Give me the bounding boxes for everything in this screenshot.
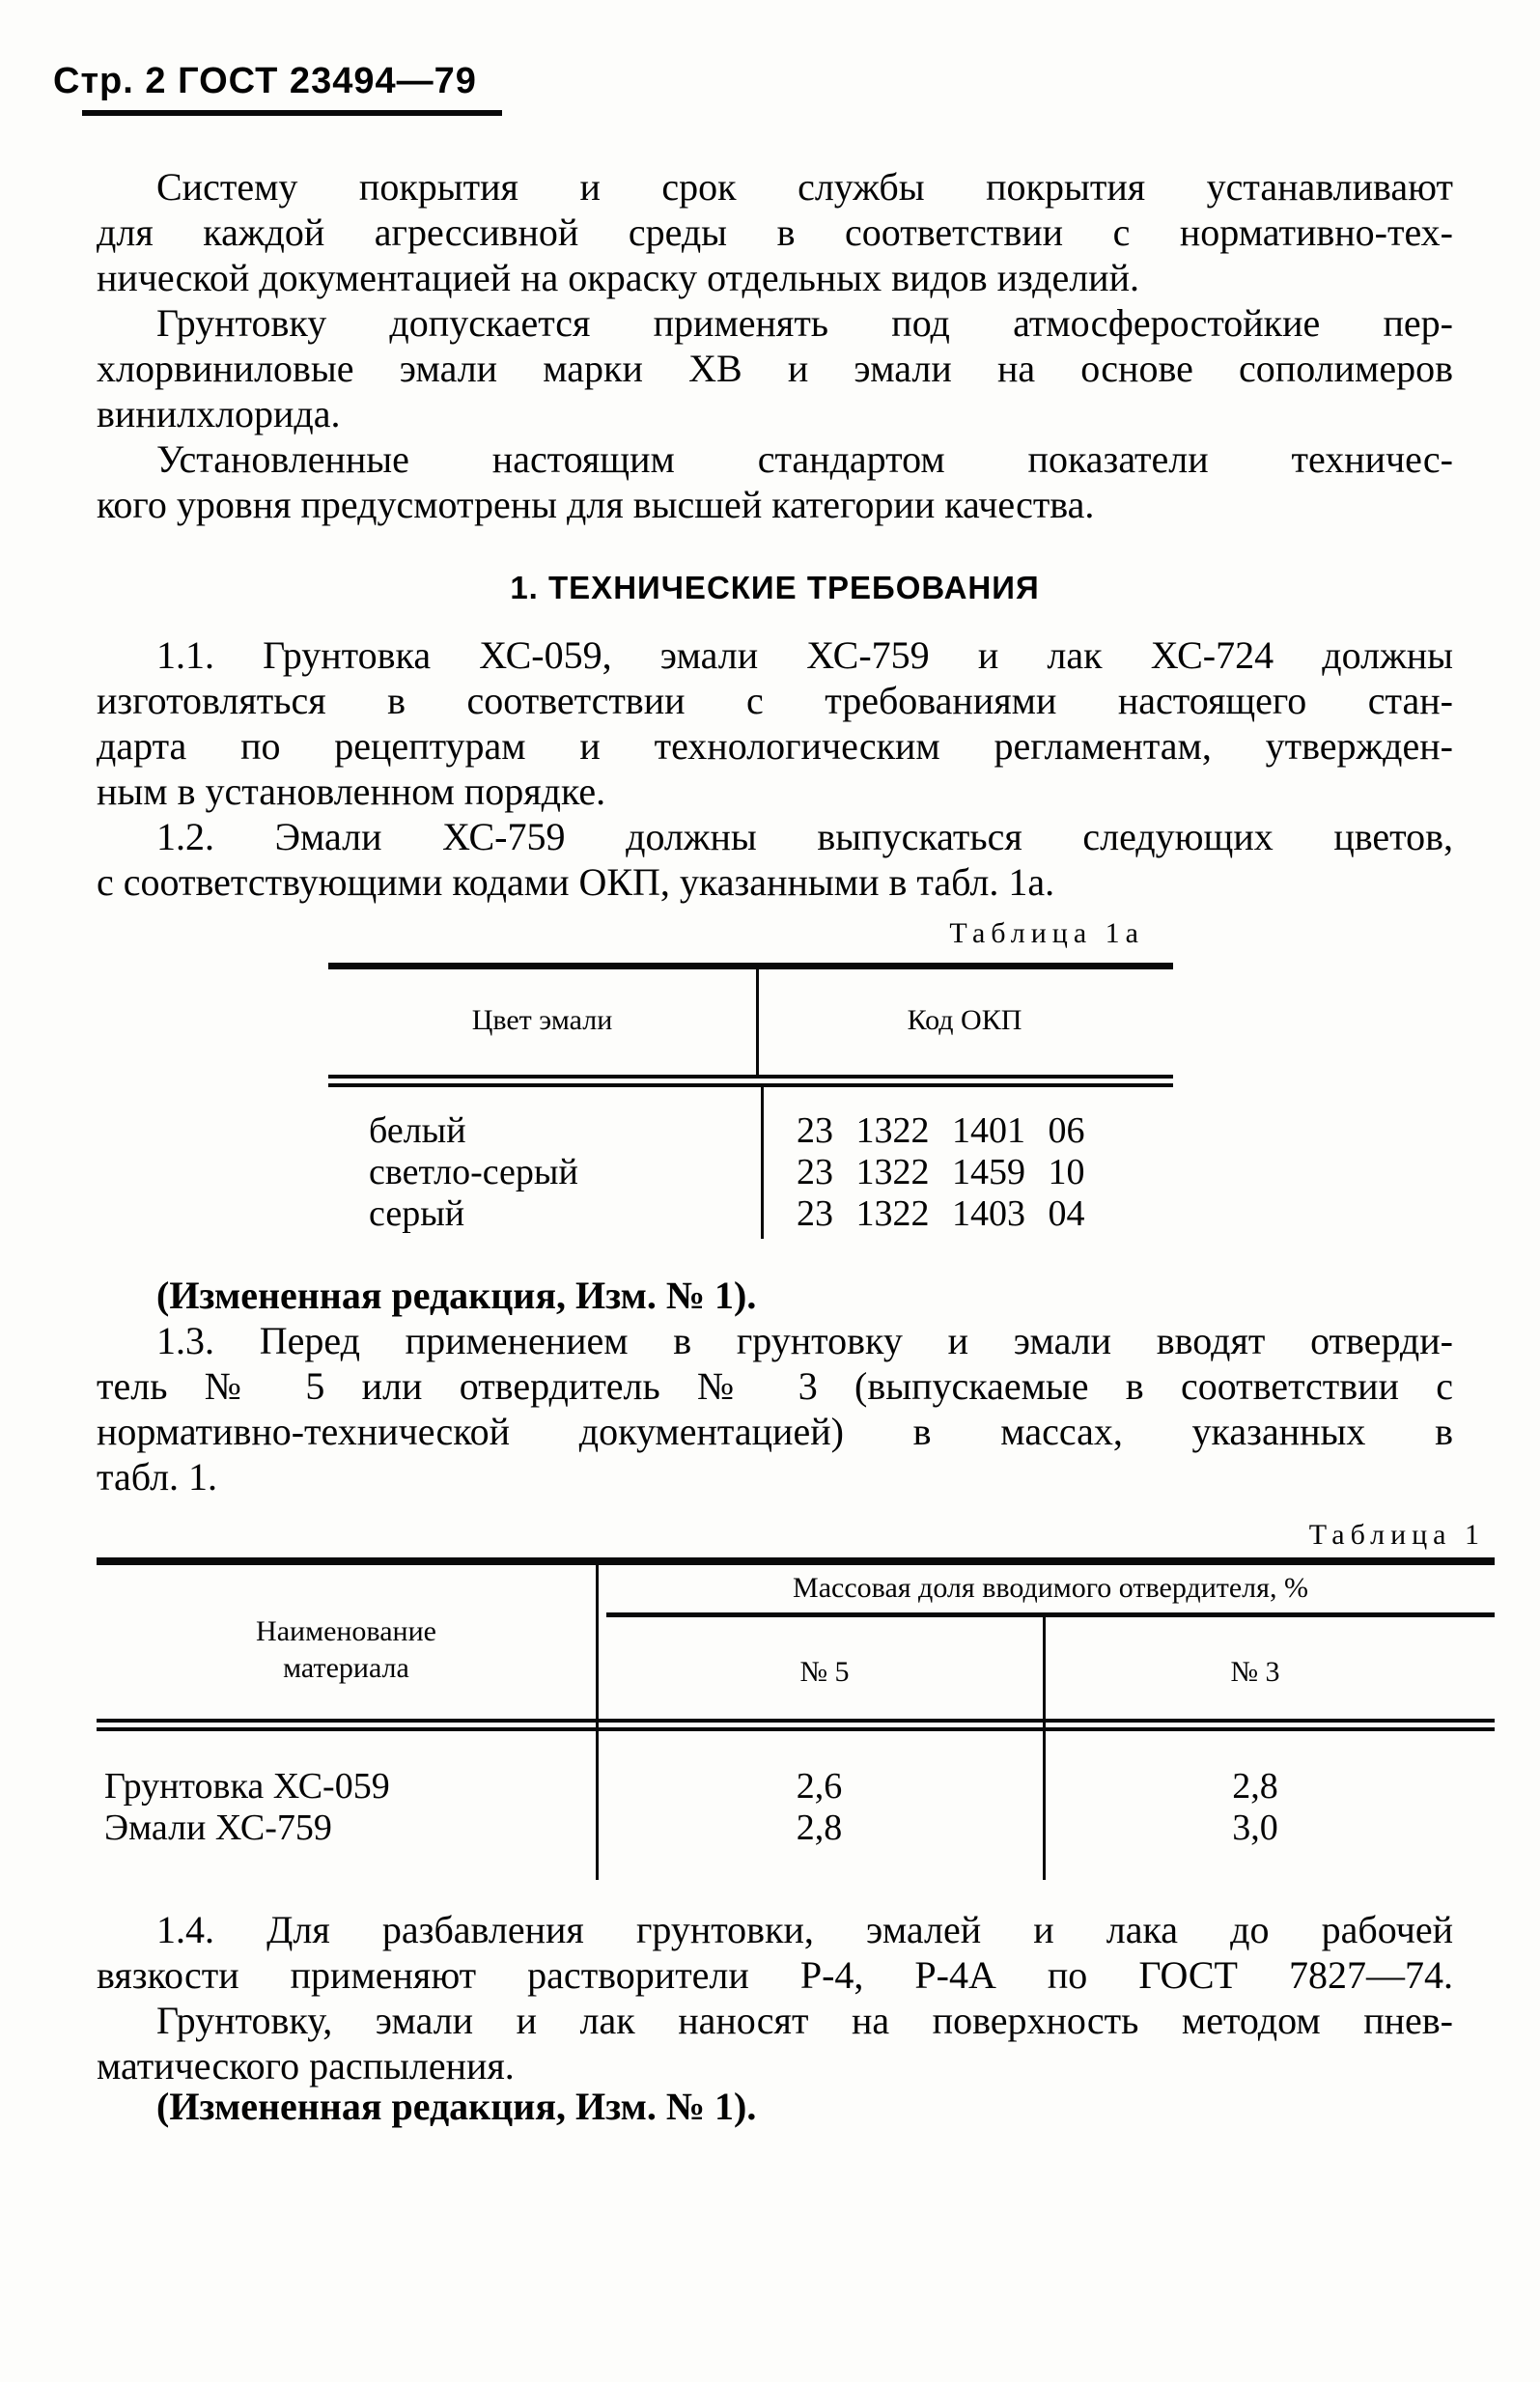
section-heading: 1. ТЕХНИЧЕСКИЕ ТРЕБОВАНИЯ — [510, 570, 1040, 605]
table-1-col-n5-header: № 5 — [799, 1656, 850, 1688]
clause-1-3 — [97, 1318, 1453, 1499]
para-line: нической документацией на окраску отдельных видов изделий. — [97, 256, 1139, 299]
table-1-caption: Таблица 1 — [1308, 1519, 1485, 1551]
para-line: ным в установленном порядке. — [97, 770, 606, 813]
table-row-color: серый — [369, 1193, 465, 1234]
table-row-n5: 2,8 — [796, 1808, 843, 1848]
para-line: 1.4. Для разбавления грунтовки, эмалей и лака до рабочей — [156, 1908, 1453, 1951]
table-1a-col-color-header: Цвет эмали — [471, 1004, 613, 1036]
table-1-col-material-header-line2: материала — [283, 1652, 409, 1684]
para-line: 1.2. Эмали ХС-759 должны выпускаться следующих цветов, — [156, 815, 1453, 858]
para-line: тель № 5 или отвердитель № 3 (выпускаемые в соответствии с — [97, 1364, 1453, 1408]
clause-1-1-and-1-2 — [97, 632, 1453, 905]
amendment-note: (Измененная редакция, Изм. № 1). — [156, 2085, 757, 2128]
table-row-color: светло-серый — [369, 1152, 578, 1192]
para-line: Грунтовку, эмали и лак наносят на поверхность методом пнев- — [156, 1999, 1453, 2042]
para-line: дарта по рецептурам и технологическим регламентам, утвержден- — [97, 724, 1453, 768]
table-row-code: 23 1322 1401 06 — [797, 1110, 1085, 1151]
header-rule — [82, 110, 502, 116]
para-line: 1.3. Перед применением в грунтовку и эмали вводят отверди- — [156, 1319, 1453, 1362]
table-1a-col-code-header: Код ОКП — [907, 1004, 1022, 1036]
para-line: винилхлорида. — [97, 392, 341, 435]
table-row-n5: 2,6 — [796, 1766, 843, 1807]
para-line: вязкости применяют растворители Р-4, Р-4А по ГОСТ 7827—74. — [97, 1953, 1453, 1997]
table-1a-top-rule — [328, 963, 1173, 969]
para-line: табл. 1. — [97, 1455, 218, 1499]
table-row-color: белый — [369, 1110, 466, 1151]
para-line: Установленные настоящим стандартом показатели техничес- — [156, 437, 1453, 481]
para-line: Грунтовку допускается применять под атмосферостойкие пер- — [156, 301, 1453, 345]
table-row-code: 23 1322 1459 10 — [797, 1152, 1085, 1192]
para-line: для каждой агрессивной среды в соответствии с нормативно-тех- — [97, 210, 1453, 254]
page-header-label: Стр. 2 ГОСТ 23494—79 — [53, 61, 477, 101]
para-line: изготовляться в соответствии с требованиями настоящего стан- — [97, 679, 1453, 722]
table-row-n3: 2,8 — [1232, 1766, 1278, 1807]
table-1-top-rule — [97, 1557, 1495, 1565]
table-row-code: 23 1322 1403 04 — [797, 1193, 1085, 1234]
table-1-col-n3-header: № 3 — [1230, 1656, 1280, 1688]
table-1a-double-rule — [328, 1075, 1173, 1087]
amendment-note: (Измененная редакция, Изм. № 1). — [156, 1274, 757, 1317]
table-1-span-header: Массовая доля вводимого отвердителя, % — [793, 1572, 1308, 1604]
para-line: хлорвиниловые эмали марки ХВ и эмали на основе сополимеров — [97, 347, 1453, 390]
para-line: 1.1. Грунтовка ХС-059, эмали ХС-759 и лак ХС-724 должны — [156, 633, 1453, 677]
para-line: нормативно-технической документацией) в массах, указанных в — [97, 1410, 1453, 1453]
table-1a-caption: Таблица 1а — [949, 917, 1144, 949]
table-1-span-rule — [606, 1612, 1495, 1617]
table-1 — [97, 1519, 1495, 1886]
intro-paragraphs — [97, 164, 1453, 527]
table-1a-body-divider — [761, 1087, 764, 1239]
table-row-material: Эмали ХС-759 — [104, 1808, 332, 1848]
table-1-col-material-header-line1: Наименование — [256, 1615, 436, 1647]
table-row-material: Грунтовка ХС-059 — [104, 1766, 390, 1807]
clause-1-4 — [97, 1907, 1453, 2088]
table-1-double-rule — [97, 1719, 1495, 1731]
para-line: с соответствующими кодами ОКП, указанными в табл. 1а. — [97, 860, 1055, 904]
para-line: матического распыления. — [97, 2044, 515, 2088]
table-1a — [328, 917, 1173, 1241]
para-line: Систему покрытия и срок службы покрытия устанавливают — [156, 165, 1453, 209]
table-row-n3: 3,0 — [1232, 1808, 1278, 1848]
para-line: кого уровня предусмотрены для высшей категории качества. — [97, 483, 1095, 526]
